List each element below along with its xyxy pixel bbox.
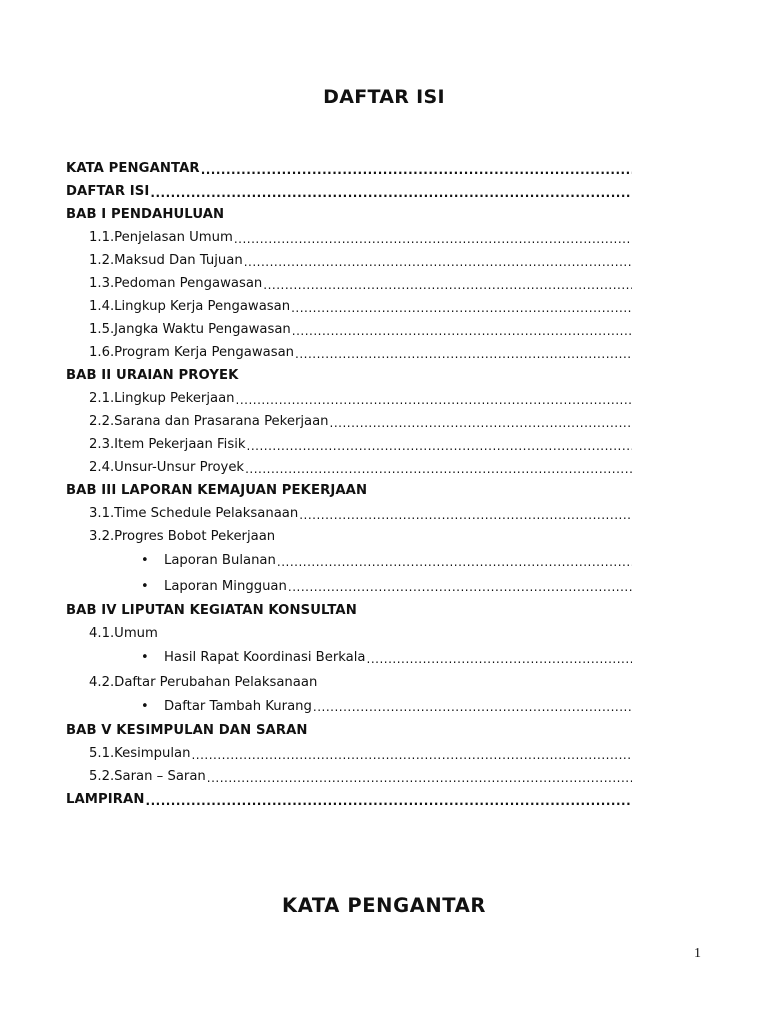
toc-subentry	[66, 433, 632, 456]
toc-entry-label: BAB I PENDAHULUAN	[66, 207, 225, 222]
toc-entry-label: 1.1.Penjelasan Umum	[89, 230, 233, 245]
toc-subentry	[66, 410, 632, 433]
dot-leader	[150, 187, 632, 199]
toc-entry-label: 3.1.Time Schedule Pelaksanaan	[89, 506, 299, 521]
toc-heading	[66, 599, 632, 622]
toc-subentry	[66, 226, 632, 249]
table-of-contents	[66, 157, 632, 811]
dot-leader	[191, 749, 632, 761]
bullet-icon: •	[141, 578, 149, 594]
toc-entry-label: 2.3.Item Pekerjaan Fisik	[89, 437, 246, 452]
toc-subentry	[66, 742, 632, 765]
toc-entry-label: BAB II URAIAN PROYEK	[66, 368, 239, 383]
toc-entry-label: DAFTAR ISI	[66, 184, 150, 199]
dot-leader	[201, 164, 632, 176]
dot-leader	[292, 325, 632, 337]
toc-subentry	[66, 341, 632, 364]
toc-subentry	[66, 387, 632, 410]
toc-entry-label: BAB III LAPORAN KEMAJUAN PEKERJAAN	[66, 483, 368, 498]
dot-leader	[146, 795, 632, 807]
toc-entry-label: 3.2.Progres Bobot Pekerjaan	[89, 529, 276, 544]
dot-leader	[234, 233, 632, 245]
toc-entry-label: 4.1.Umum	[89, 626, 158, 641]
toc-subentry	[66, 671, 632, 694]
toc-entry-label: 2.2.Sarana dan Prasarana Pekerjaan	[89, 414, 329, 429]
toc-entry-label: Laporan Bulanan	[164, 553, 276, 569]
dot-leader	[313, 701, 632, 713]
toc-title: DAFTAR ISI	[323, 86, 445, 108]
dot-leader	[263, 279, 632, 291]
toc-bullet-entry	[66, 645, 632, 671]
dot-leader	[367, 653, 633, 665]
dot-leader	[244, 256, 632, 268]
toc-heading	[66, 788, 632, 811]
dot-leader	[330, 417, 632, 429]
toc-entry-label: 4.2.Daftar Perubahan Pelaksanaan	[89, 674, 318, 690]
toc-entry-label: 5.2.Saran – Saran	[89, 769, 206, 784]
toc-heading	[66, 364, 632, 387]
bullet-icon: •	[141, 698, 149, 714]
dot-leader	[277, 556, 632, 568]
toc-heading	[66, 203, 632, 226]
toc-subentry	[66, 765, 632, 788]
toc-heading	[66, 719, 632, 742]
toc-subentry	[66, 525, 632, 548]
dot-leader	[236, 394, 632, 406]
bullet-icon: •	[141, 553, 149, 569]
dot-leader	[295, 348, 632, 360]
dot-leader	[291, 302, 632, 314]
toc-bullet-entry	[66, 694, 632, 720]
toc-heading	[66, 479, 632, 502]
toc-subentry	[66, 456, 632, 479]
toc-entry-label: 2.1.Lingkup Pekerjaan	[89, 391, 235, 406]
toc-entry-label: 1.2.Maksud Dan Tujuan	[89, 253, 243, 268]
toc-entry-label: BAB V KESIMPULAN DAN SARAN	[66, 723, 308, 738]
toc-subentry	[66, 622, 632, 645]
bullet-icon: •	[141, 650, 149, 666]
dot-leader	[245, 463, 632, 475]
toc-subentry	[66, 272, 632, 295]
toc-bullet-entry	[66, 548, 632, 574]
toc-entry-label: 1.4.Lingkup Kerja Pengawasan	[89, 299, 291, 314]
toc-entry-label: KATA PENGANTAR	[66, 161, 200, 176]
toc-subentry	[66, 502, 632, 525]
dot-leader	[288, 581, 632, 593]
dot-leader	[207, 772, 632, 784]
toc-bullet-entry	[66, 574, 632, 600]
toc-subentry	[66, 295, 632, 318]
toc-entry-label: LAMPIRAN	[66, 792, 145, 807]
toc-entry-label: Hasil Rapat Koordinasi Berkala	[164, 650, 366, 666]
toc-entry-label: 5.1.Kesimpulan	[89, 746, 191, 761]
toc-entry-label: 2.4.Unsur-Unsur Proyek	[89, 460, 245, 475]
toc-entry-label: 1.3.Pedoman Pengawasan	[89, 276, 263, 291]
section-title-kata-pengantar: KATA PENGANTAR	[282, 894, 486, 917]
toc-heading	[66, 157, 632, 180]
toc-entry-label: 1.5.Jangka Waktu Pengawasan	[89, 322, 291, 337]
dot-leader	[299, 509, 632, 521]
toc-entry-label: BAB IV LIPUTAN KEGIATAN KONSULTAN	[66, 603, 357, 618]
toc-entry-label: Daftar Tambah Kurang	[164, 698, 312, 714]
dot-leader	[247, 440, 632, 452]
toc-subentry	[66, 318, 632, 341]
toc-heading	[66, 180, 632, 203]
toc-entry-label: Laporan Mingguan	[164, 578, 287, 594]
toc-entry-label: 1.6.Program Kerja Pengawasan	[89, 345, 295, 360]
toc-subentry	[66, 249, 632, 272]
page-number: 1	[694, 946, 701, 961]
